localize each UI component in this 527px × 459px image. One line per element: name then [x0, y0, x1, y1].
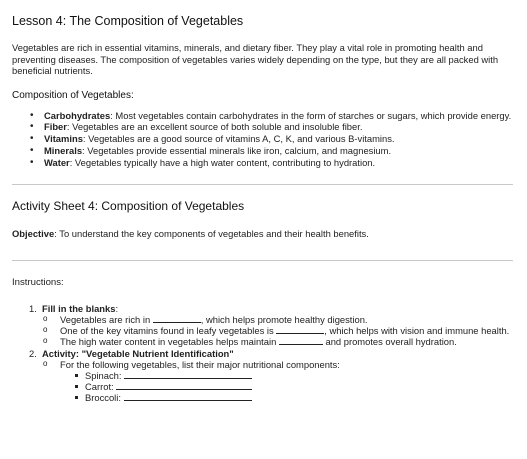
instruction-item-2	[12, 348, 513, 404]
list-item	[12, 157, 513, 168]
list-item	[12, 110, 513, 121]
activity-sublist	[42, 359, 513, 404]
section-divider	[12, 184, 513, 185]
blank-item	[42, 336, 513, 347]
item-term: Vitamins	[44, 133, 83, 145]
activity-title: Activity Sheet 4: Composition of Vegetables	[12, 198, 245, 213]
blank-text-after: and promotes overall hydration.	[322, 336, 457, 348]
item-text: : Vegetables are an excellent source of both soluble and insoluble fiber.	[66, 121, 363, 133]
vegetable-list	[60, 370, 513, 404]
item-term: Water	[44, 156, 70, 168]
instructions-list	[12, 303, 513, 404]
instructions-label: Instructions:	[12, 276, 64, 288]
item-text: : Vegetables typically have a high water content, contributing to hydration.	[69, 156, 376, 168]
item-text: : Vegetables provide essential minerals like iron, calcium, and magnesium.	[82, 144, 392, 156]
objective	[12, 228, 513, 239]
activity-instruction	[42, 359, 513, 404]
composition-list	[12, 110, 513, 168]
vegetable-item	[60, 370, 513, 381]
objective-label: Objective	[12, 227, 55, 239]
blank-text-after: , which helps with vision and immune health.	[324, 325, 510, 337]
answer-blank[interactable]	[276, 325, 324, 334]
objective-text: : To understand the key components of vegetables and their health benefits.	[54, 227, 369, 239]
item-term: Carbohydrates	[44, 109, 111, 121]
answer-blank[interactable]	[116, 381, 252, 390]
intro-paragraph: Vegetables are rich in essential vitamins, minerals, and dietary fiber. They play a vital role in promoting health and preventing diseases. The composition of vegetables varies widely depending on the type, but they are all packed with beneficial nutrients.	[12, 42, 499, 77]
blank-item	[42, 314, 513, 325]
vegetable-label: Broccoli:	[85, 392, 121, 404]
blank-item	[42, 325, 513, 336]
activity-instruction-text: For the following vegetables, list their major nutritional components:	[60, 358, 340, 370]
vegetable-item	[60, 392, 513, 403]
list-item	[12, 133, 513, 144]
answer-blank[interactable]	[124, 392, 252, 401]
item-term: Fiber	[44, 121, 67, 133]
vegetable-item	[60, 381, 513, 392]
answer-blank[interactable]	[153, 314, 201, 323]
vegetable-label: Carrot:	[85, 381, 114, 393]
composition-heading: Composition of Vegetables:	[12, 89, 134, 101]
item-label: Activity: "Vegetable Nutrient Identification"	[42, 347, 234, 359]
item-text: : Vegetables are a good source of vitamins A, C, K, and various B-vitamins.	[82, 133, 395, 145]
item-term: Minerals	[44, 144, 83, 156]
item-label: Fill in the blanks	[42, 302, 116, 314]
blank-text-after: , which helps promote healthy digestion.	[200, 314, 368, 325]
lesson-title: Lesson 4: The Composition of Vegetables	[12, 14, 244, 28]
item-number: 1.	[29, 302, 37, 314]
list-item	[12, 145, 513, 156]
item-colon: :	[115, 302, 119, 314]
item-text: : Most vegetables contain carbohydrates in the form of starches or sugars, which provide energy.	[110, 109, 512, 121]
answer-blank[interactable]	[124, 370, 252, 379]
section-divider	[12, 260, 513, 261]
list-item	[12, 121, 513, 132]
blank-text-before: Vegetables are rich in	[60, 314, 153, 325]
blank-text-before: One of the key vitamins found in leafy vegetables is	[60, 325, 277, 337]
instruction-item-1	[12, 303, 513, 348]
vegetable-label: Spinach:	[85, 370, 122, 382]
blank-text-before: The high water content in vegetables helps maintain	[60, 336, 279, 348]
blanks-list	[42, 314, 513, 348]
answer-blank[interactable]	[279, 336, 323, 345]
item-number: 2.	[29, 347, 37, 359]
